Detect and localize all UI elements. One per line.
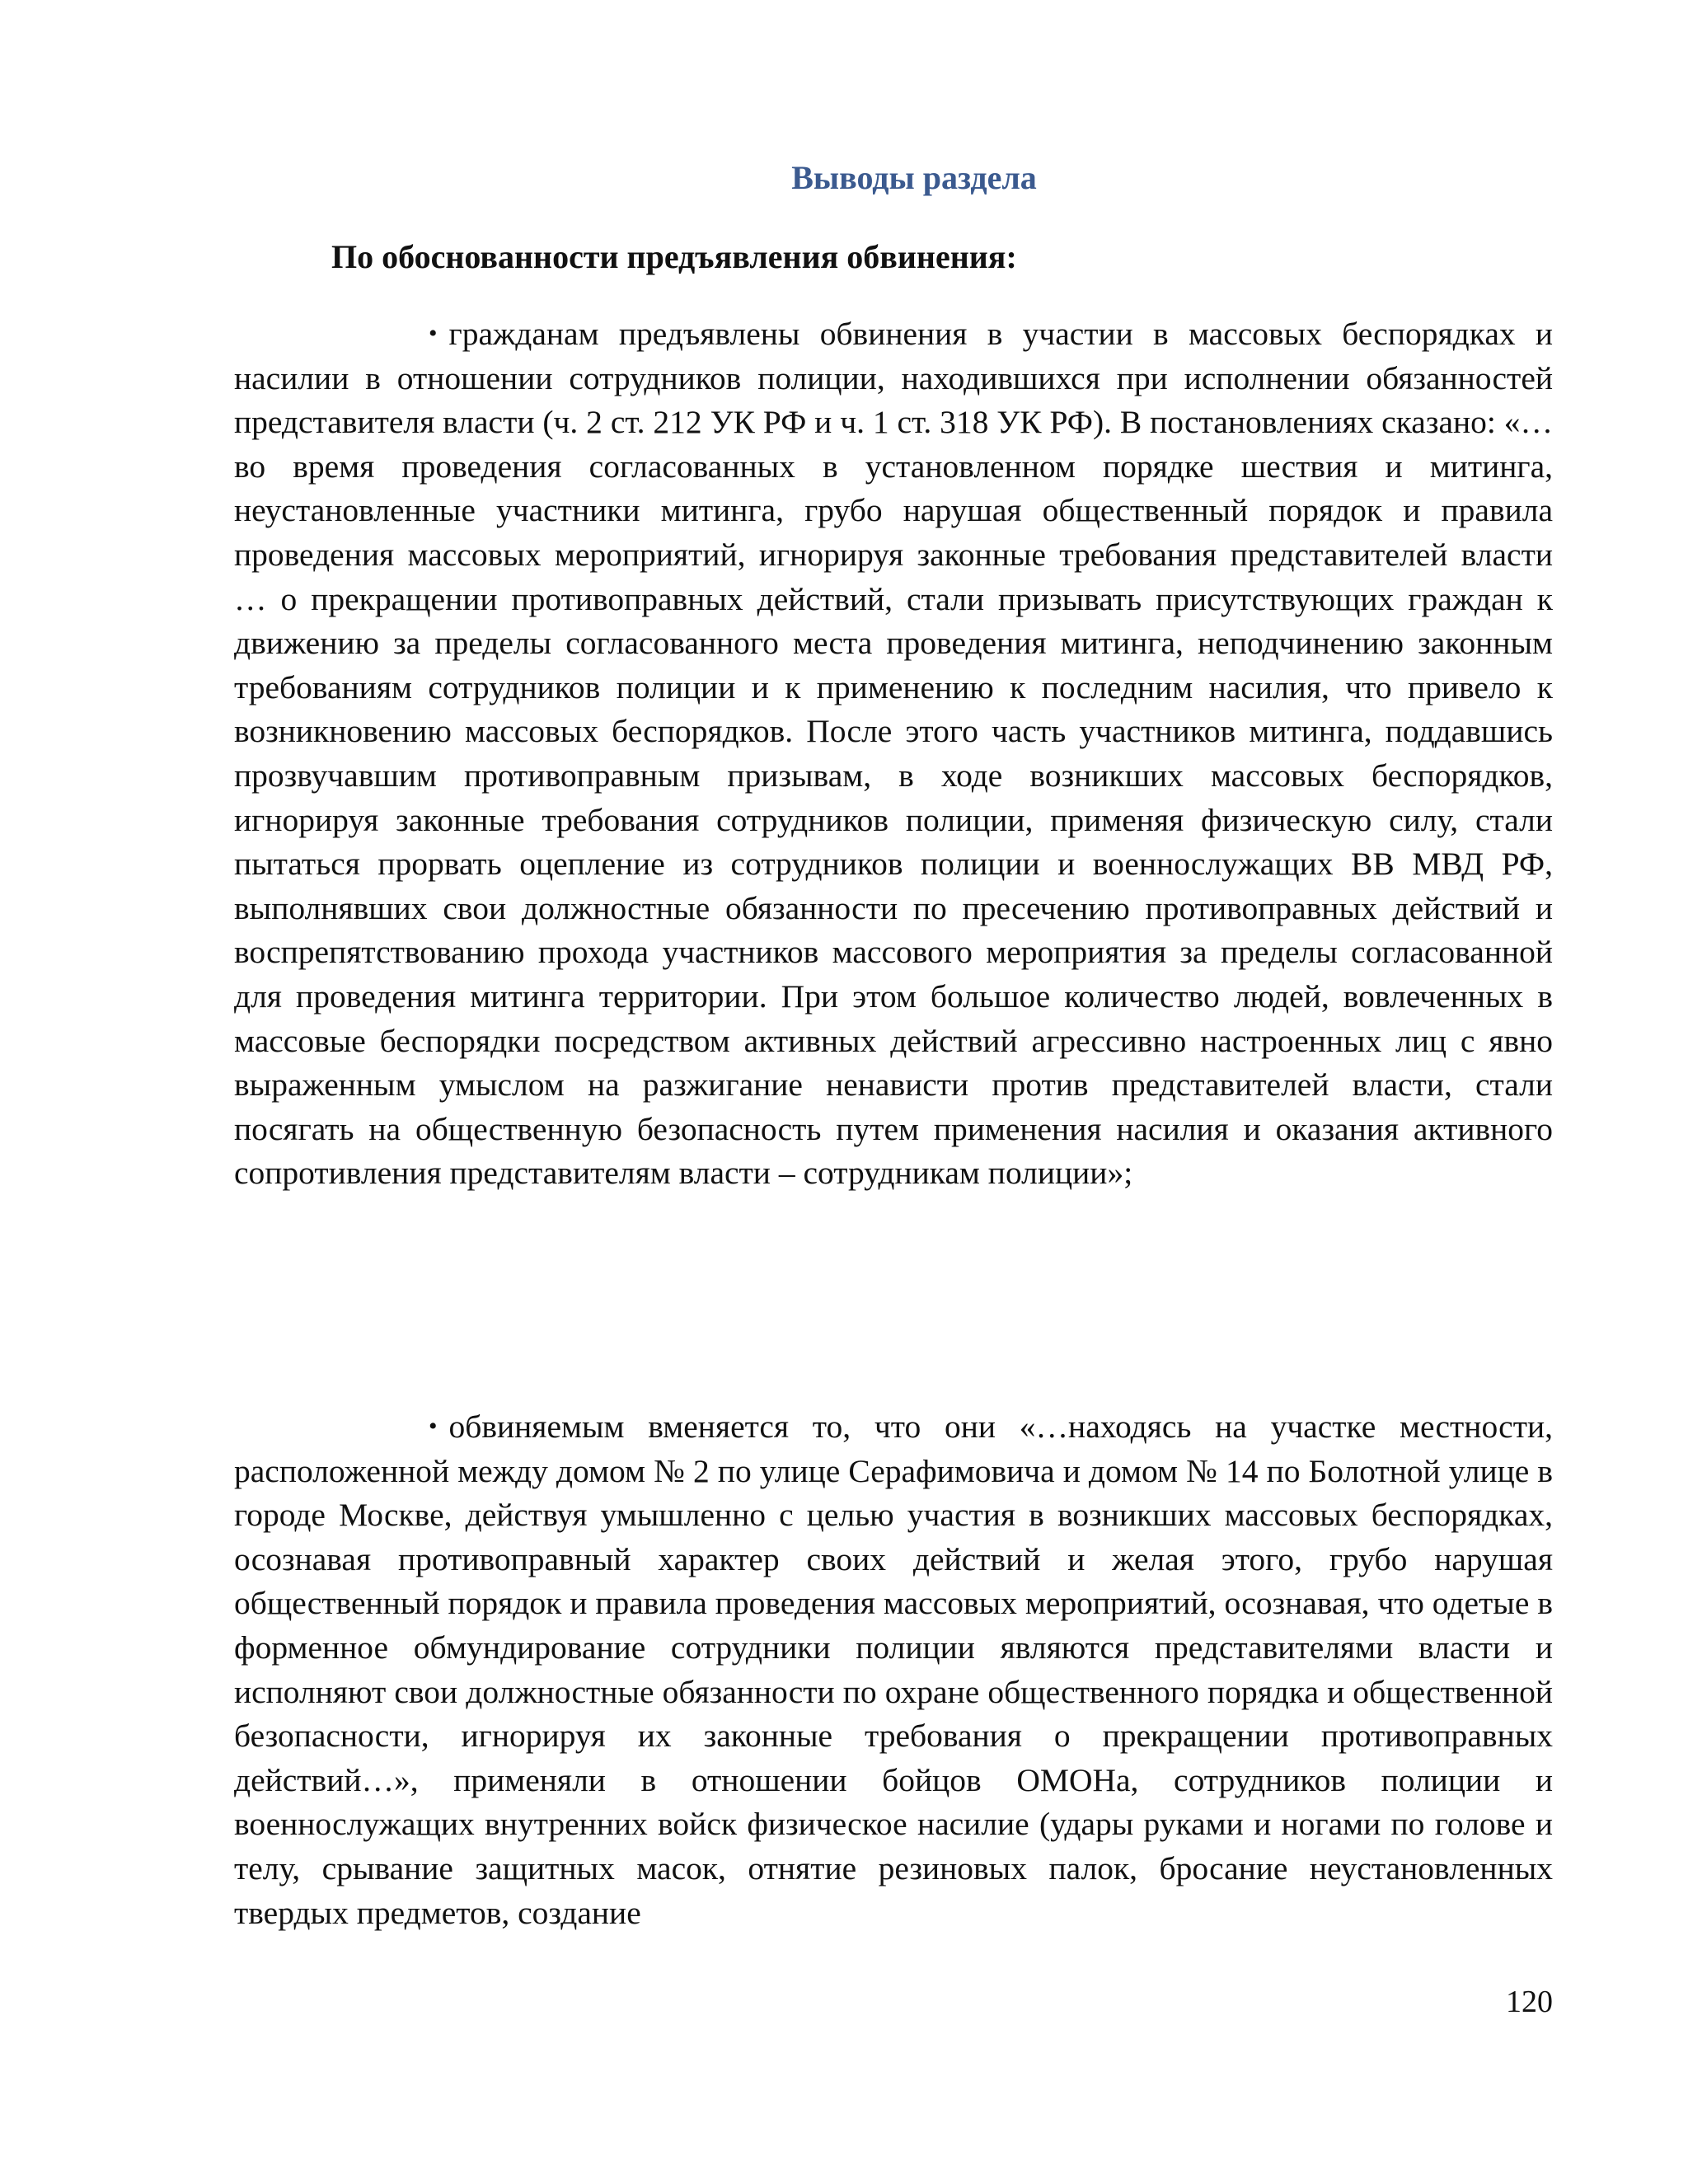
paragraph-2 — [234, 1404, 1553, 1935]
bullet-icon: • — [429, 1413, 438, 1440]
section-title: Выводы раздела — [791, 159, 1037, 196]
subtitle: По обоснованности предъявления обвинения: — [331, 238, 1017, 275]
paragraph-2-text: обвиняемым вменяется то, что они «…находясь на участке местности, расположенной между домом № 2 по улице Серафимовича и домом № 14 по Болотной улице в городе Москве, действуя умышленно с целью участия в возникших массовых беспорядках, осознавая противоправный характер своих действий и желая этого, грубо нарушая общественный порядок и правила проведения массовых мероприятий, осознавая, что одетые в форменное обмундирование сотрудники полиции являются представителями власти и исполняют свои должностные обязанности по охране общественного порядка и общественной безопасности, игнорируя их законные требования о прекращении противоправных действий…», применяли в отношении бойцов ОМОНа, сотрудников полиции и военнослужащих внутренних войск физическое насилие (удары руками и ногами по голове и телу, срывание защитных масок, отнятие резиновых палок, бросание неустановленных твердых предметов, создание — [234, 1408, 1553, 1931]
paragraph-1-text: гражданам предъявлены обвинения в участии в массовых беспорядках и насилии в отношении сотрудников полиции, находившихся при исполнении обязанностей представителя власти (ч. 2 ст. 212 УК РФ и ч. 1 ст. 318 УК РФ). В постановлениях сказано: «… во время проведения согласованных в установленном порядке шествия и митинга, неустановленные участники митинга, грубо нарушая общественный порядок и правила проведения массовых мероприятий, игнорируя законные требования представителей власти … о прекращении противоправных действий, стали призывать присутствующих граждан к движению за пределы согласованного места проведения митинга, неподчинению законным требованиям сотрудников полиции и к применению к последним насилия, что привело к возникновению массовых беспорядков. После этого часть участников митинга, поддавшись прозвучавшим противоправным призывам, в ходе возникших массовых беспорядков, игнорируя законные требования сотрудников полиции, применяя физическую силу, стали пытаться прорвать оцепление из сотрудников полиции и военнослужащих ВВ МВД РФ, выполнявших свои должностные обязанности по пресечению противоправных действий и воспрепятствованию прохода участников массового мероприятия за пределы согласованной для проведения митинга территории. При этом большое количество людей, вовлеченных в массовые беспорядки посредством активных действий агрессивно настроенных лиц с явно выраженным умыслом на разжигание ненависти против представителей власти, стали посягать на общественную безопасность путем применения насилия и оказания активного сопротивления представителям власти – сотрудникам полиции»; — [234, 316, 1553, 1192]
paragraph-1 — [234, 312, 1553, 1196]
bullet-icon: • — [429, 320, 438, 347]
page-number: 120 — [1506, 1985, 1553, 2019]
